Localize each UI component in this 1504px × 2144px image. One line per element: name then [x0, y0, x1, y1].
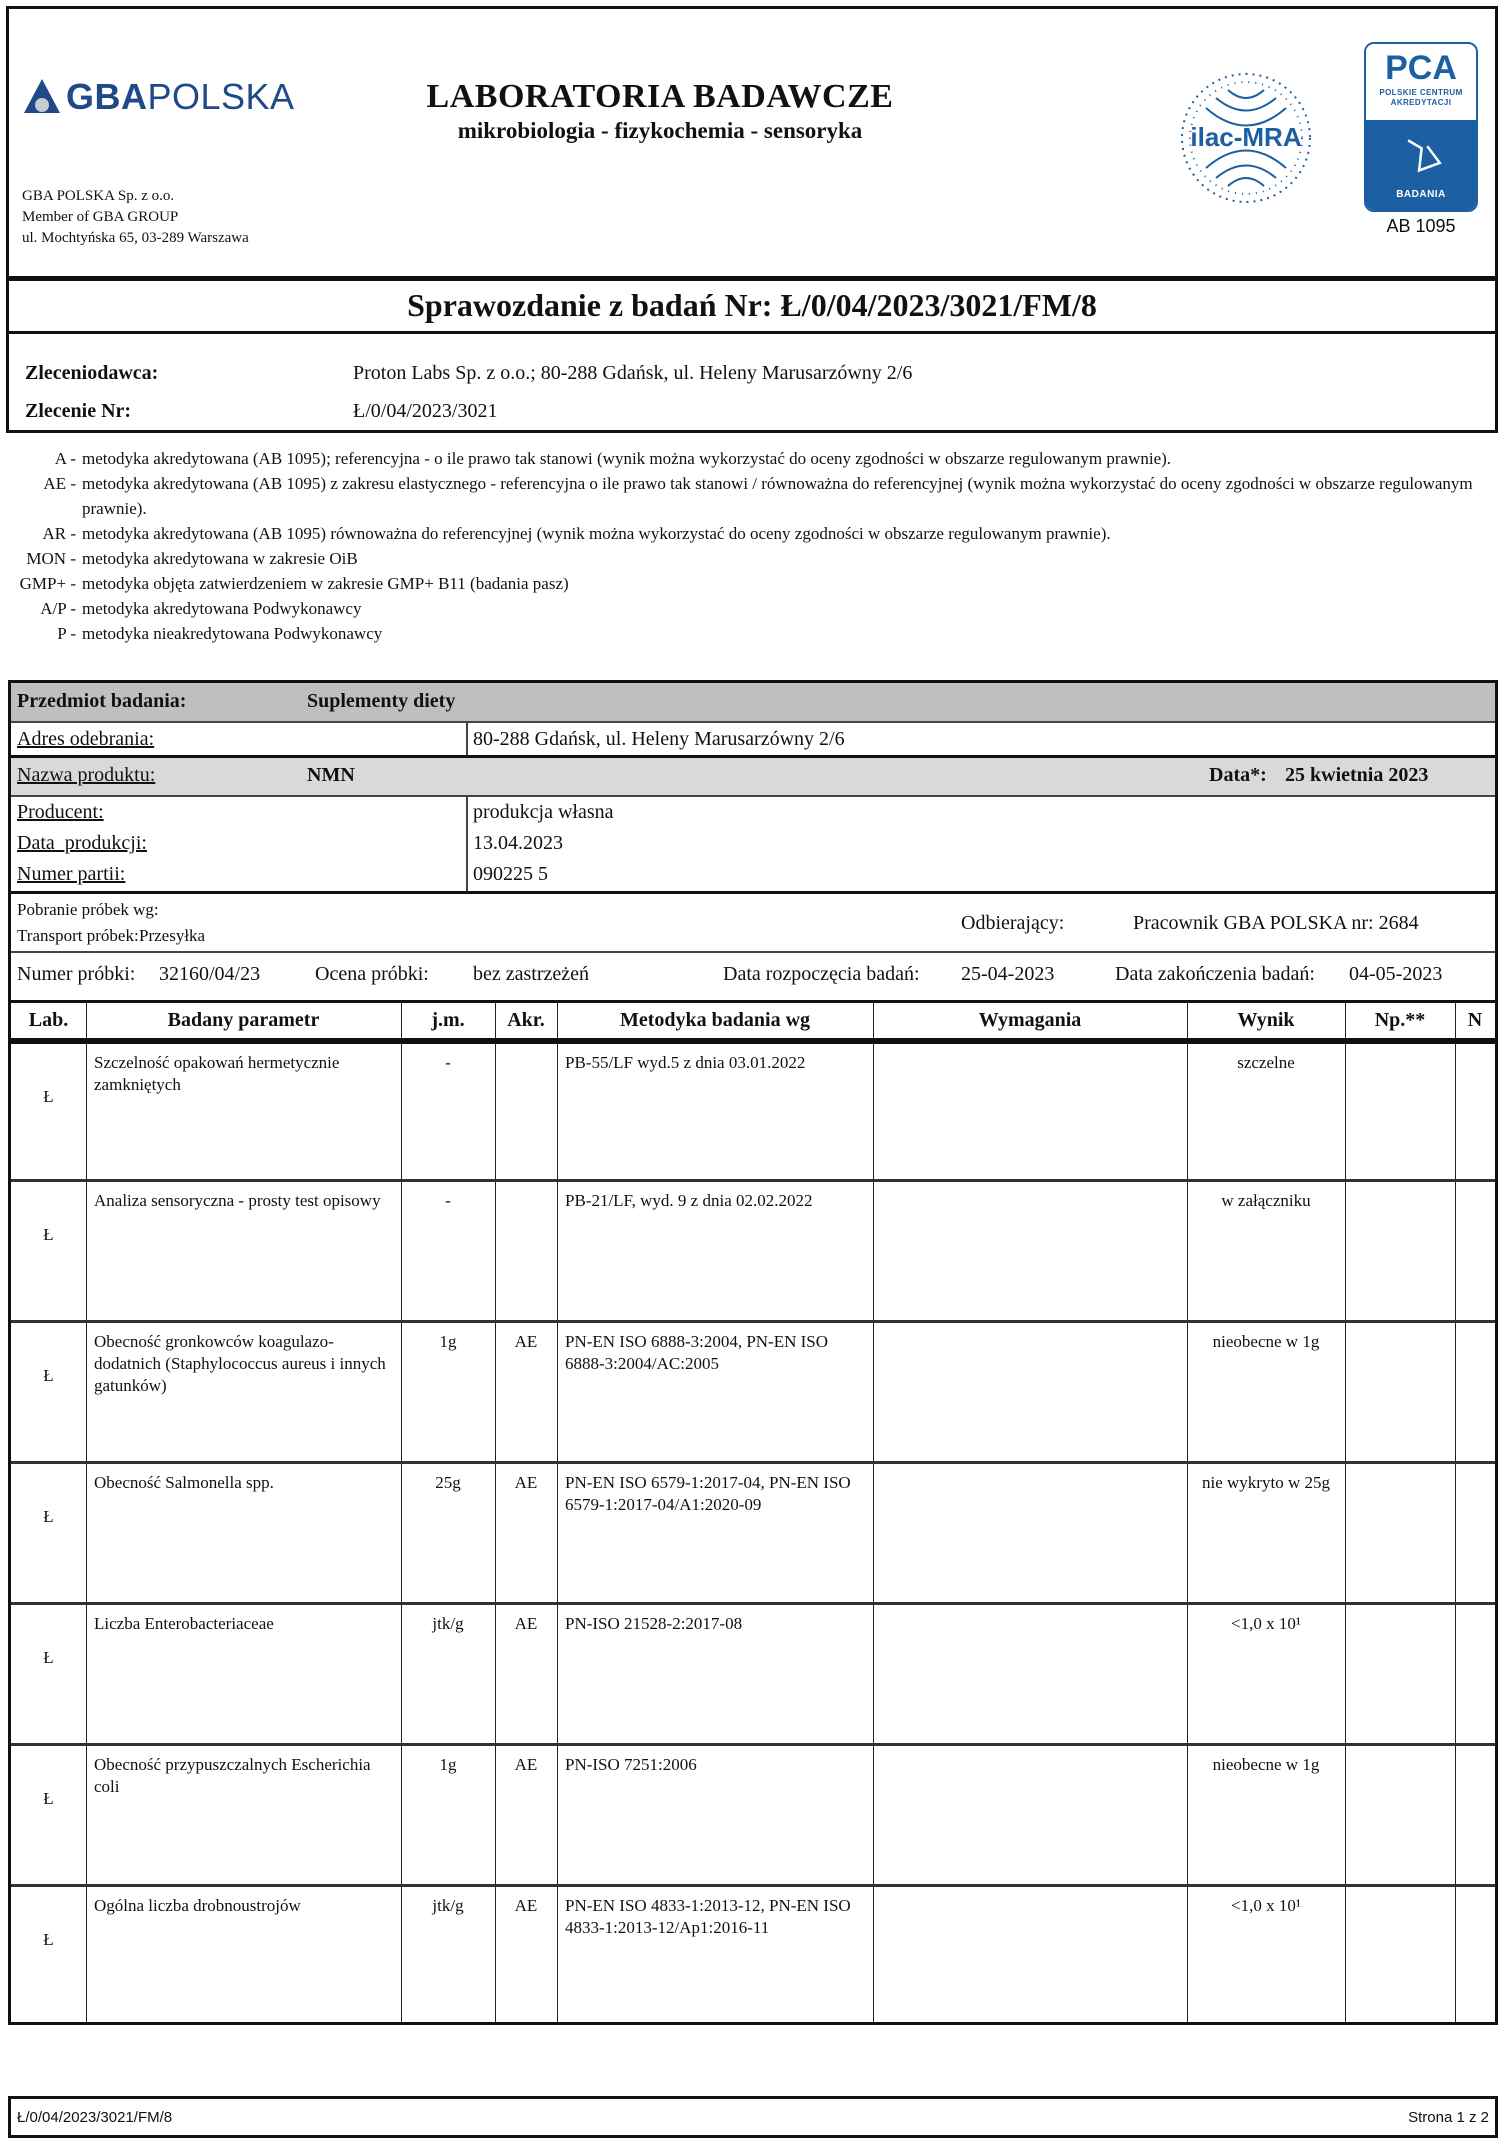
sampling-label: Pobranie próbek wg:	[17, 900, 159, 919]
lab-title-block	[380, 78, 940, 144]
subject-value: Suplementy diety	[307, 690, 456, 712]
results-table	[11, 1000, 1495, 2022]
product-label: Nazwa produktu:	[17, 764, 156, 786]
col-header-unit: j.m.	[431, 1009, 465, 1031]
pca-sub2: AKREDYTACJI	[1390, 98, 1452, 107]
table-row: Ł Obecność przypuszczalnych Escherichia coli 1g AE PN-ISO 7251:2006 nieobecne w 1g	[11, 1743, 1495, 1884]
subject-row	[11, 683, 1495, 721]
client-section	[6, 331, 1498, 433]
legend-item: P - metodyka nieakredytowana Podwykonawcy	[57, 624, 383, 643]
transport-label: Transport próbek:	[17, 926, 139, 945]
product-value: NMN	[307, 764, 355, 786]
order-value: Ł/0/04/2023/3021	[353, 400, 498, 422]
legend-item: A/P - metodyka akredytowana Podwykonawcy	[40, 599, 362, 618]
footer-page-number: Strona 1 z 2	[1408, 2108, 1489, 2126]
flask-icon	[1403, 132, 1443, 176]
sample-no-label: Numer próbki:	[17, 963, 136, 985]
receiver-value: Pracownik GBA POLSKA nr: 2684	[1133, 912, 1419, 934]
prod-date-label: Data_produkcji:	[17, 832, 147, 854]
receiver-label: Odbierający:	[961, 912, 1065, 934]
transport-value: Przesyłka	[139, 926, 206, 945]
product-row	[11, 755, 1495, 795]
accreditation-number: AB 1095	[1386, 216, 1456, 236]
table-row: Ł Analiza sensoryczna - prosty test opisowy - PB-21/LF, wyd. 9 z dnia 02.02.2022 w załączniku	[11, 1179, 1495, 1320]
sampling-row	[11, 891, 1495, 951]
date-value: 25 kwietnia 2023	[1285, 764, 1429, 786]
sample-dates-row	[11, 951, 1495, 995]
gba-logo-mark-icon	[22, 77, 62, 117]
assessment-label: Ocena próbki:	[315, 963, 429, 985]
assessment-value: bez zastrzeżeń	[473, 963, 590, 985]
col-header-akr: Akr.	[507, 1009, 545, 1031]
method-legend	[0, 446, 1504, 646]
col-header-parameter: Badany parametr	[167, 1009, 320, 1031]
col-header-np: Np.**	[1374, 1009, 1426, 1031]
order-row	[25, 400, 497, 423]
svg-text:ilac-MRA: ilac-MRA	[1190, 122, 1302, 152]
pca-badania: BADANIA	[1396, 189, 1446, 200]
legend-item: GMP+ - metodyka objęta zatwierdzeniem w zakresie GMP+ B11 (badania pasz)	[19, 574, 569, 593]
col-header-lab: Lab.	[28, 1009, 69, 1031]
logo-text: GBAPOLSKA	[66, 76, 295, 117]
legend-item: MON - metodyka akredytowana w zakresie OiB	[26, 549, 358, 568]
footer-report-number: Ł/0/04/2023/3021/FM/8	[17, 2108, 173, 2126]
report-title: Sprawozdanie z badań Nr: Ł/0/04/2023/3021/FM/8	[6, 276, 1498, 334]
pca-accreditation-logo	[1364, 42, 1478, 212]
gba-polska-logo	[22, 76, 295, 118]
lab-subtitle: mikrobiologia - fizykochemia - sensoryka	[457, 118, 863, 143]
date-label: Data*:	[1209, 764, 1267, 786]
producer-block	[11, 795, 1495, 891]
table-row: Ł Liczba Enterobacteriaceae jtk/g AE PN-ISO 21528-2:2017-08 <1,0 x 10¹	[11, 1602, 1495, 1743]
producer-label: Producent:	[17, 801, 104, 823]
col-header-n: N	[1467, 1009, 1483, 1031]
address-label: Adres odebrania:	[17, 728, 155, 750]
prod-date-value: 13.04.2023	[473, 832, 563, 854]
table-row: Ł Obecność Salmonella spp. 25g AE PN-EN ISO 6579-1:2017-04, PN-EN ISO 6579-1:2017-04/A1:2020-09 nie wykryto w 25g	[11, 1461, 1495, 1602]
table-row: Ł Obecność gronkowców koagulazo-dodatnich (Staphylococcus aureus i innych gatunków) 1g AE PN-EN ISO 6888-3:2004, PN-EN ISO 6888-3:2004/AC:2005 nieobecne w 1g	[11, 1320, 1495, 1461]
start-value: 25-04-2023	[961, 963, 1055, 985]
lab-title: LABORATORIA BADAWCZE	[426, 78, 894, 115]
company-line: Member of GBA GROUP	[22, 209, 179, 225]
col-header-result: Wynik	[1237, 1009, 1295, 1031]
company-line: GBA POLSKA Sp. z o.o.	[22, 188, 175, 204]
legend-item: AE - metodyka akredytowana (AB 1095) z zakresu elastycznego - referencyjna o ile prawo tak stanowi / równoważna do referencyjnej (wynik można wykorzystać do oceny zgodności w obszarze regulowanym prawnie).	[43, 474, 1473, 518]
legend-item: AR - metodyka akredytowana (AB 1095) równoważna do referencyjnej (wynik można wykorzystać do oceny zgodności w obszarze regulowanym prawnie).	[42, 524, 1111, 543]
ilac-mra-logo-icon	[1176, 68, 1316, 208]
client-row	[25, 362, 912, 385]
end-value: 04-05-2023	[1349, 963, 1443, 985]
pca-sub1: POLSKIE CENTRUM	[1379, 88, 1463, 97]
producer-value: produkcja własna	[473, 801, 614, 823]
sample-section	[8, 680, 1498, 2025]
batch-value: 090225 5	[473, 863, 548, 885]
order-label: Zlecenie Nr:	[25, 400, 132, 422]
company-address	[22, 186, 249, 249]
address-row	[11, 721, 1495, 755]
address-value: 80-288 Gdańsk, ul. Heleny Marusarzówny 2/6	[473, 728, 845, 750]
batch-label: Numer partii:	[17, 863, 126, 885]
subject-label: Przedmiot badania:	[17, 690, 187, 712]
legend-item: A - metodyka akredytowana (AB 1095); referencyjna - o ile prawo tak stanowi (wynik można wykorzystać do oceny zgodności w obszarze regulowanym prawnie).	[54, 449, 1172, 468]
company-line: ul. Mochtyńska 65, 03-289 Warszawa	[22, 230, 249, 246]
table-row: Ł Ogólna liczba drobnoustrojów jtk/g AE PN-EN ISO 4833-1:2013-12, PN-EN ISO 4833-1:2013-12/Ap1:2016-11 <1,0 x 10¹	[11, 1884, 1495, 2027]
client-label: Zleceniodawca:	[25, 362, 159, 384]
sample-no-value: 32160/04/23	[159, 963, 261, 985]
table-row: Ł Szczelność opakowań hermetycznie zamkniętych - PB-55/LF wyd.5 z dnia 03.01.2022 szczelne	[11, 1038, 1495, 1179]
end-label: Data zakończenia badań:	[1115, 963, 1315, 985]
pca-logo-text: PCA	[1385, 49, 1457, 87]
col-header-method: Metodyka badania wg	[619, 1009, 811, 1031]
page-footer	[8, 2096, 1498, 2138]
client-value: Proton Labs Sp. z o.o.; 80-288 Gdańsk, ul. Heleny Marusarzówny 2/6	[353, 362, 913, 384]
col-header-requirements: Wymagania	[978, 1009, 1082, 1031]
start-label: Data rozpoczęcia badań:	[723, 963, 920, 985]
